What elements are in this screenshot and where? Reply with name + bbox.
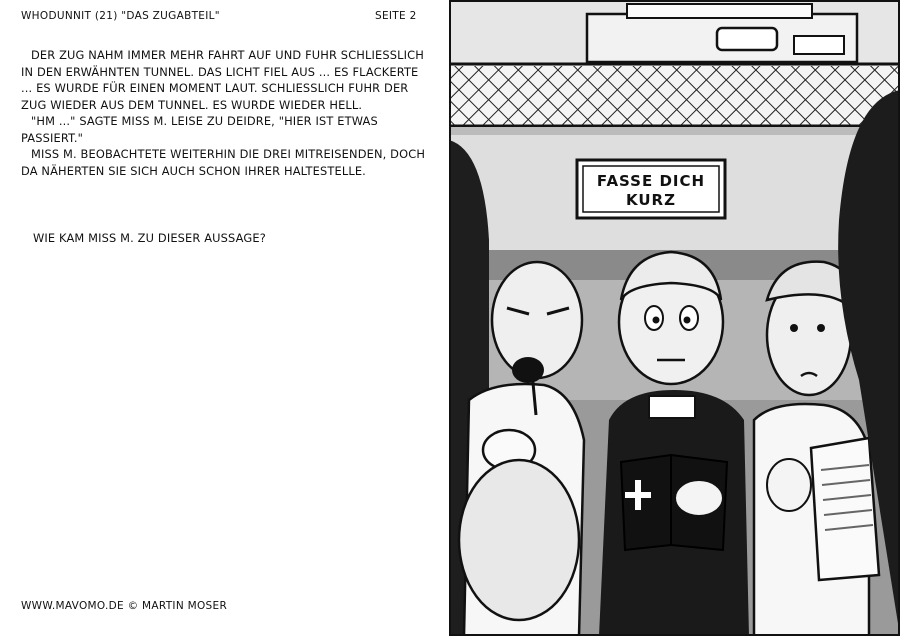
train-compartment-illustration	[449, 0, 900, 636]
story-paragraph: "HM ..." SAGTE MISS M. LEISE ZU DEIDRE, "HIER IST ETWAS PASSIERT."	[21, 114, 378, 145]
newspaper	[811, 438, 879, 580]
wall-sign	[577, 160, 725, 218]
story-text	[21, 47, 431, 179]
page-number: SEITE 2	[375, 10, 417, 22]
story-paragraph: MISS M. BEOBACHTETE WEITERHIN DIE DREI MITREISENDEN, DOCH DA NÄHERTEN SIE SICH AUCH SCHON IHRER HALTESTELLE.	[21, 147, 426, 178]
document-title: WHODUNNIT (21) "DAS ZUGABTEIL"	[21, 10, 220, 22]
riddle-question: WIE KAM MISS M. ZU DIESER AUSSAGE?	[33, 231, 266, 245]
comic-illustration	[449, 0, 900, 636]
luggage-net	[449, 66, 900, 126]
story-paragraph: DER ZUG NAHM IMMER MEHR FAHRT AUF UND FUHR SCHLIESSLICH IN DEN ERWÄHNTEN TUNNEL. DAS LICHT FIEL AUS ... ES FLACKERTE ... ES WURDE FÜR EINEN MOMENT LAUT. SCHLIESSLICH FUHR DER ZUG WIEDER AUS DEM TUNNEL. ES WURDE WIEDER HELL.	[21, 48, 424, 112]
footer-credit: WWW.MAVOMO.DE © MARTIN MOSER	[21, 600, 228, 612]
sign-text-line2: KURZ	[626, 191, 676, 209]
sign-text-line1: FASSE DICH	[596, 172, 706, 190]
